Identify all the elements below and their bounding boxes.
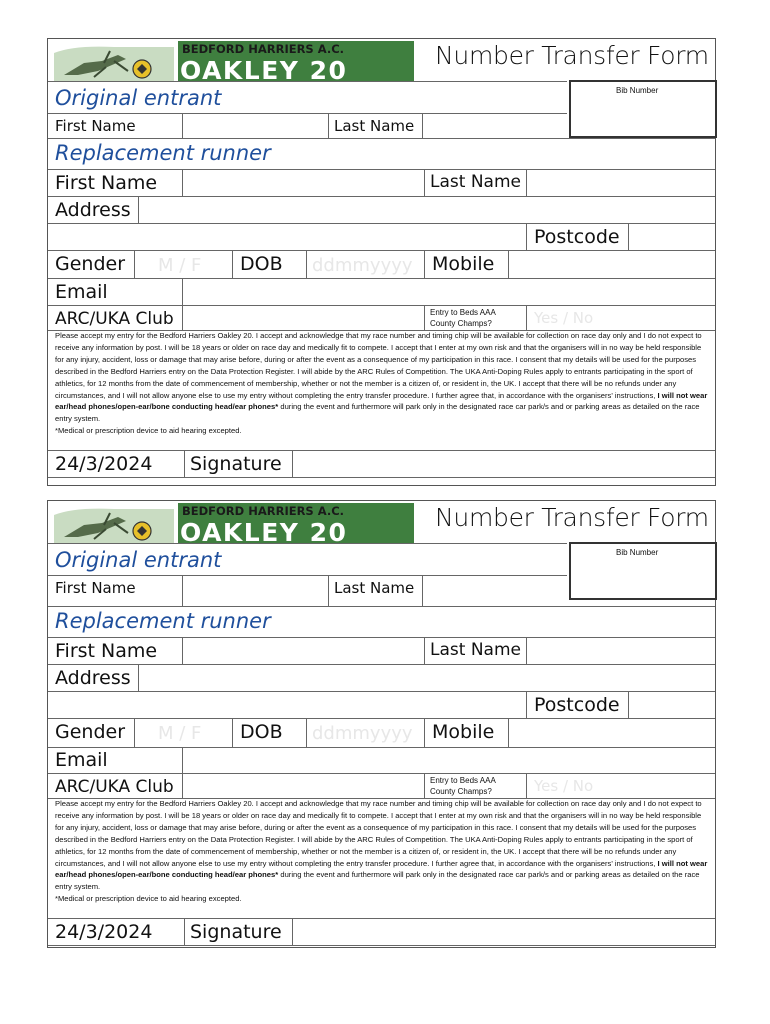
- county-champs-field[interactable]: Yes / No: [534, 777, 594, 795]
- county-champs-label: Entry to Beds AAA County Champs?: [430, 776, 496, 796]
- county-champs-label: Entry to Beds AAA County Champs?: [430, 308, 496, 328]
- original-entrant-heading: Original entrant: [55, 86, 222, 110]
- original-last-name-label: Last Name: [334, 117, 415, 135]
- oakley-20-logo: [54, 503, 414, 543]
- terms-text: [55, 330, 710, 437]
- email-label: Email: [55, 281, 108, 303]
- number-transfer-form-2: [47, 500, 716, 948]
- signature-label: Signature: [190, 921, 282, 943]
- replacement-first-name-field[interactable]: [183, 638, 424, 664]
- club-label: ARC/UKA Club: [55, 777, 174, 797]
- terms-note: *Medical or prescription device to aid hearing excepted.: [55, 426, 242, 436]
- form-title: Number Transfer Form: [435, 41, 709, 70]
- terms-part-1: Please accept my entry for the Bedford Harriers Oakley 20. I accept and acknowledge that my race number and timing chip will be available for collection on race day only and I do not expect to receive any information by post. I will be 18 years or older on race day and medically fit to compete. I accept that I enter at my own risk and that the organisers will in no way be held responsible for any injury, accident, loss or damage that may arise before, during or after the event as a consequence of my participation in this race. I consent that my details will be used for the purposes described in the Bedford Harriers entry on the Data Protection Register. I will abide by the ARC Rules of Competition. The UKA Anti-Doping Rules apply to entrants participating in the sport of athletics, for 12 months from the date of commencement of membership, whether or not the member is a citizen of, or resident in, the UK. I accept that there will be no refunds under any circumstances, and I will not allow anyone else to use my entry without completing the entry transfer procedure. I further agree that, in accordance with the organisers' instructions,: [55, 331, 702, 400]
- replacement-first-name-label: First Name: [55, 640, 158, 662]
- date-value: 24/3/2024: [55, 921, 153, 943]
- dob-label: DOB: [240, 253, 283, 275]
- dob-field[interactable]: ddmmyyyy: [312, 255, 413, 276]
- mobile-label: Mobile: [432, 253, 495, 275]
- postcode-label: Postcode: [534, 694, 620, 716]
- original-last-name-label: Last Name: [334, 579, 415, 597]
- original-first-name-field[interactable]: [183, 114, 328, 138]
- original-entrant-heading: Original entrant: [55, 548, 222, 572]
- bib-number-label: Bib Number: [616, 86, 659, 95]
- address-field-line-1[interactable]: [139, 665, 717, 691]
- terms-part-2: during the event and furthermore will park only in the designated race car park/s and or parking areas as detailed on the race entry system.: [55, 870, 700, 892]
- postcode-field[interactable]: [629, 692, 717, 718]
- county-champs-field[interactable]: Yes / No: [534, 309, 594, 327]
- replacement-runner-heading: Replacement runner: [55, 141, 271, 165]
- terms-bold: I will not wear ear/head phones/open-ear/bone conducting head/ear phones*: [55, 390, 708, 412]
- logo-race-text: OAKLEY 20: [180, 518, 348, 543]
- club-field[interactable]: [183, 774, 424, 798]
- terms-note: *Medical or prescription device to aid hearing excepted.: [55, 894, 242, 904]
- gender-field[interactable]: M / F: [158, 723, 202, 744]
- gender-label: Gender: [55, 253, 126, 275]
- address-field-line-2[interactable]: [48, 692, 526, 718]
- original-first-name-field[interactable]: [183, 576, 328, 606]
- form-title: Number Transfer Form: [435, 503, 709, 532]
- dob-label: DOB: [240, 721, 283, 743]
- date-value: 24/3/2024: [55, 453, 153, 475]
- gender-label: Gender: [55, 721, 126, 743]
- replacement-runner-heading: Replacement runner: [55, 609, 271, 633]
- replacement-last-name-field[interactable]: [527, 638, 717, 664]
- replacement-last-name-field[interactable]: [527, 170, 717, 196]
- mobile-label: Mobile: [432, 721, 495, 743]
- terms-part-2: during the event and furthermore will park only in the designated race car park/s and or parking areas as detailed on the race entry system.: [55, 402, 700, 424]
- signature-label: Signature: [190, 453, 282, 475]
- original-last-name-field[interactable]: [423, 576, 568, 606]
- dob-field[interactable]: ddmmyyyy: [312, 723, 413, 744]
- mobile-field[interactable]: [509, 251, 717, 278]
- signature-field[interactable]: [293, 451, 717, 477]
- email-field[interactable]: [183, 279, 717, 305]
- replacement-first-name-label: First Name: [55, 172, 158, 194]
- logo-race-text: OAKLEY 20: [180, 56, 348, 81]
- club-label: ARC/UKA Club: [55, 309, 174, 329]
- address-label: Address: [55, 667, 131, 689]
- logo-club-text: BEDFORD HARRIERS A.C.: [182, 42, 345, 56]
- bib-number-label: Bib Number: [616, 548, 659, 557]
- logo-club-text: BEDFORD HARRIERS A.C.: [182, 504, 345, 518]
- email-field[interactable]: [183, 748, 717, 773]
- email-label: Email: [55, 749, 108, 771]
- oakley-20-logo: [54, 41, 414, 81]
- original-last-name-field[interactable]: [423, 114, 568, 138]
- terms-part-1: Please accept my entry for the Bedford Harriers Oakley 20. I accept and acknowledge that my race number and timing chip will be available for collection on race day only and I do not expect to receive any information by post. I will be 18 years or older on race day and medically fit to compete. I accept that I enter at my own risk and that the organisers will in no way be held responsible for any injury, accident, loss or damage that may arise before, during or after the event as a consequence of my participation in this race. I consent that my details will be used for the purposes described in the Bedford Harriers entry on the Data Protection Register. I will abide by the ARC Rules of Competition. The UKA Anti-Doping Rules apply to entrants participating in the sport of athletics, for 12 months from the date of commencement of membership, whether or not the member is a citizen of, or resident in, the UK. I accept that there will be no refunds under any circumstances, and I will not allow anyone else to use my entry without completing the entry transfer procedure. I further agree that, in accordance with the organisers' instructions,: [55, 799, 702, 868]
- mobile-field[interactable]: [509, 719, 717, 747]
- address-field-line-1[interactable]: [139, 197, 717, 223]
- original-first-name-label: First Name: [55, 117, 136, 135]
- address-label: Address: [55, 199, 131, 221]
- replacement-last-name-label: Last Name: [430, 640, 521, 660]
- address-field-line-2[interactable]: [48, 224, 526, 250]
- bib-number-box[interactable]: [569, 542, 717, 600]
- replacement-last-name-label: Last Name: [430, 172, 521, 192]
- terms-text: [55, 798, 710, 905]
- original-first-name-label: First Name: [55, 579, 136, 597]
- replacement-first-name-field[interactable]: [183, 170, 424, 196]
- terms-bold: I will not wear ear/head phones/open-ear/bone conducting head/ear phones*: [55, 858, 708, 880]
- number-transfer-form-1: [47, 38, 716, 486]
- postcode-label: Postcode: [534, 226, 620, 248]
- postcode-field[interactable]: [629, 224, 717, 250]
- gender-field[interactable]: M / F: [158, 255, 202, 276]
- signature-field[interactable]: [293, 919, 717, 945]
- bib-number-box[interactable]: [569, 80, 717, 138]
- club-field[interactable]: [183, 306, 424, 330]
